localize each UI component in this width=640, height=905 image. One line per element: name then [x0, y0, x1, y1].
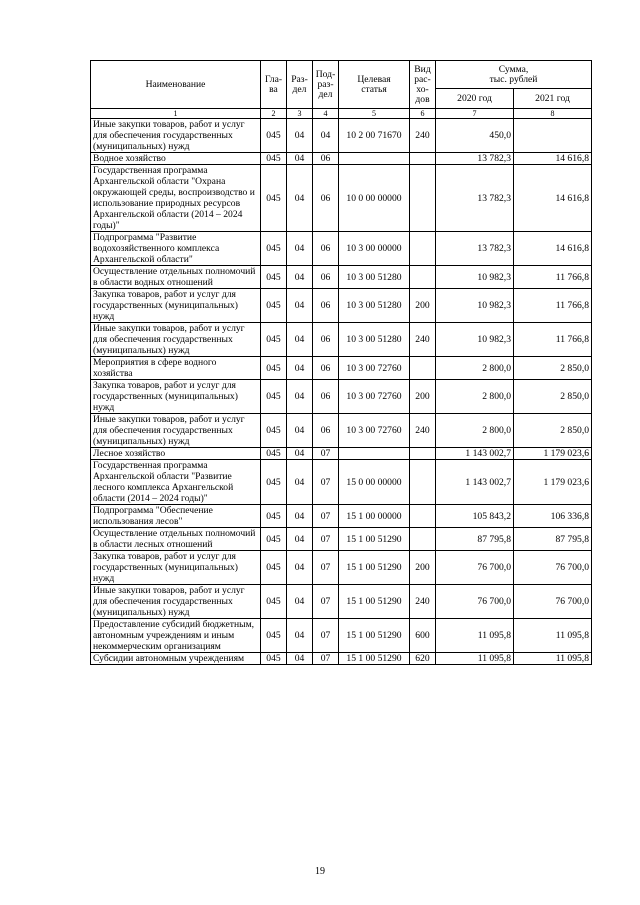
page-number: 19 — [315, 866, 325, 877]
row-vid — [410, 528, 436, 551]
column-number: 6 — [410, 109, 436, 119]
row-vid — [410, 460, 436, 505]
row-sum-2020: 13 782,3 — [436, 232, 514, 266]
row-glava: 045 — [261, 551, 287, 585]
row-podrazdel: 06 — [313, 357, 339, 380]
row-name: Предоставление субсидий бюджетным, автономным учреждениям и иным некоммерческим организациям — [91, 619, 261, 653]
row-podrazdel: 07 — [313, 551, 339, 585]
row-podrazdel: 06 — [313, 165, 339, 232]
row-sum-2021: 14 616,8 — [514, 165, 592, 232]
row-podrazdel: 06 — [313, 323, 339, 357]
row-sum-2020: 11 095,8 — [436, 619, 514, 653]
row-sum-2020: 10 982,3 — [436, 323, 514, 357]
row-target: 10 3 00 72760 — [339, 414, 410, 448]
row-vid — [410, 448, 436, 460]
row-vid: 200 — [410, 289, 436, 323]
row-podrazdel: 07 — [313, 505, 339, 528]
row-glava: 045 — [261, 619, 287, 653]
row-vid: 620 — [410, 653, 436, 665]
row-razdel: 04 — [287, 357, 313, 380]
row-sum-2021: 2 850,0 — [514, 380, 592, 414]
row-sum-2021: 11 766,8 — [514, 323, 592, 357]
row-name: Закупка товаров, работ и услуг для государственных (муниципальных) нужд — [91, 289, 261, 323]
row-sum-2020: 2 800,0 — [436, 380, 514, 414]
row-sum-2020: 76 700,0 — [436, 551, 514, 585]
row-target: 15 1 00 51290 — [339, 551, 410, 585]
row-sum-2020: 450,0 — [436, 119, 514, 153]
header-razdel: Раз- дел — [287, 61, 313, 109]
row-vid: 240 — [410, 585, 436, 619]
row-sum-2021: 11 095,8 — [514, 653, 592, 665]
row-podrazdel: 04 — [313, 119, 339, 153]
row-target: 15 1 00 51290 — [339, 585, 410, 619]
row-name: Подпрограмма "Развитие водохозяйственного комплекса Архангельской области" — [91, 232, 261, 266]
header-2020: 2020 год — [436, 89, 514, 109]
row-name: Мероприятия в сфере водного хозяйства — [91, 357, 261, 380]
row-sum-2020: 13 782,3 — [436, 153, 514, 165]
header-podrazdel: Под- раз- дел — [313, 61, 339, 109]
row-glava: 045 — [261, 119, 287, 153]
row-podrazdel: 06 — [313, 153, 339, 165]
row-glava: 045 — [261, 323, 287, 357]
row-podrazdel: 07 — [313, 528, 339, 551]
row-name: Осуществление отдельных полномочий в области водных отношений — [91, 266, 261, 289]
row-glava: 045 — [261, 653, 287, 665]
row-glava: 045 — [261, 585, 287, 619]
row-glava: 045 — [261, 266, 287, 289]
row-target: 15 0 00 00000 — [339, 460, 410, 505]
table-row — [91, 357, 592, 380]
row-name: Государственная программа Архангельской области "Развитие лесного комплекса Архангельской области (2014 – 2024 годы)" — [91, 460, 261, 505]
header-vid: Вид рас- хо- дов — [410, 61, 436, 109]
header-target: Целевая статья — [339, 61, 410, 109]
row-sum-2021: 2 850,0 — [514, 357, 592, 380]
column-number: 2 — [261, 109, 287, 119]
row-sum-2020: 13 782,3 — [436, 165, 514, 232]
row-razdel: 04 — [287, 619, 313, 653]
row-sum-2021: 1 179 023,6 — [514, 460, 592, 505]
row-vid: 200 — [410, 380, 436, 414]
table-row — [91, 505, 592, 528]
row-razdel: 04 — [287, 289, 313, 323]
row-sum-2021: 76 700,0 — [514, 551, 592, 585]
budget-table — [90, 60, 592, 665]
row-vid: 600 — [410, 619, 436, 653]
row-sum-2021: 76 700,0 — [514, 585, 592, 619]
row-podrazdel: 07 — [313, 653, 339, 665]
row-target: 10 3 00 00000 — [339, 232, 410, 266]
row-razdel: 04 — [287, 551, 313, 585]
row-sum-2021: 11 766,8 — [514, 289, 592, 323]
table-row — [91, 165, 592, 232]
row-glava: 045 — [261, 414, 287, 448]
row-sum-2021: 106 336,8 — [514, 505, 592, 528]
row-razdel: 04 — [287, 585, 313, 619]
row-razdel: 04 — [287, 153, 313, 165]
row-razdel: 04 — [287, 414, 313, 448]
table-row — [91, 460, 592, 505]
row-target: 15 1 00 51290 — [339, 653, 410, 665]
row-glava: 045 — [261, 357, 287, 380]
row-razdel: 04 — [287, 232, 313, 266]
row-sum-2021: 11 095,8 — [514, 619, 592, 653]
table-row — [91, 380, 592, 414]
row-podrazdel: 06 — [313, 266, 339, 289]
row-sum-2020: 105 843,2 — [436, 505, 514, 528]
row-sum-2021: 1 179 023,6 — [514, 448, 592, 460]
row-sum-2021: 14 616,8 — [514, 153, 592, 165]
row-glava: 045 — [261, 232, 287, 266]
row-target — [339, 153, 410, 165]
row-podrazdel: 06 — [313, 232, 339, 266]
row-vid — [410, 165, 436, 232]
row-sum-2021: 2 850,0 — [514, 414, 592, 448]
row-sum-2021: 11 766,8 — [514, 266, 592, 289]
row-glava: 045 — [261, 448, 287, 460]
row-target: 15 1 00 51290 — [339, 619, 410, 653]
row-sum-2020: 1 143 002,7 — [436, 460, 514, 505]
row-razdel: 04 — [287, 165, 313, 232]
row-razdel: 04 — [287, 505, 313, 528]
row-razdel: 04 — [287, 119, 313, 153]
row-razdel: 04 — [287, 528, 313, 551]
row-target: 10 2 00 71670 — [339, 119, 410, 153]
row-vid: 240 — [410, 119, 436, 153]
header-sum: Сумма, тыс. рублей — [436, 61, 592, 89]
row-sum-2020: 2 800,0 — [436, 414, 514, 448]
row-name: Закупка товаров, работ и услуг для государственных (муниципальных) нужд — [91, 551, 261, 585]
table-row — [91, 266, 592, 289]
table-row — [91, 323, 592, 357]
column-number-row — [91, 109, 592, 119]
table-body — [91, 119, 592, 665]
row-razdel: 04 — [287, 323, 313, 357]
row-glava: 045 — [261, 165, 287, 232]
row-razdel: 04 — [287, 653, 313, 665]
row-sum-2020: 87 795,8 — [436, 528, 514, 551]
row-podrazdel: 07 — [313, 460, 339, 505]
row-sum-2021: 14 616,8 — [514, 232, 592, 266]
row-vid: 240 — [410, 414, 436, 448]
row-target: 10 3 00 72760 — [339, 380, 410, 414]
row-sum-2021 — [514, 119, 592, 153]
row-razdel: 04 — [287, 266, 313, 289]
row-vid: 200 — [410, 551, 436, 585]
row-target: 10 3 00 51280 — [339, 266, 410, 289]
table-row — [91, 289, 592, 323]
header-name: Наименование — [91, 61, 261, 109]
row-sum-2020: 10 982,3 — [436, 289, 514, 323]
row-target — [339, 448, 410, 460]
row-podrazdel: 07 — [313, 448, 339, 460]
table-row — [91, 153, 592, 165]
column-number: 8 — [514, 109, 592, 119]
row-name: Подпрограмма "Обеспечение использования лесов" — [91, 505, 261, 528]
row-vid — [410, 232, 436, 266]
row-name: Иные закупки товаров, работ и услуг для обеспечения государственных (муниципальных) нужд — [91, 585, 261, 619]
table-row — [91, 232, 592, 266]
row-sum-2020: 1 143 002,7 — [436, 448, 514, 460]
column-number: 1 — [91, 109, 261, 119]
row-glava: 045 — [261, 380, 287, 414]
column-number: 4 — [313, 109, 339, 119]
row-target: 10 0 00 00000 — [339, 165, 410, 232]
row-podrazdel: 06 — [313, 289, 339, 323]
row-name: Иные закупки товаров, работ и услуг для обеспечения государственных (муниципальных) нужд — [91, 323, 261, 357]
header-2021: 2021 год — [514, 89, 592, 109]
row-name: Государственная программа Архангельской области "Охрана окружающей среды, воспроизводство и использование природных ресурсов Архангельской области (2014 – 2024 годы)" — [91, 165, 261, 232]
column-number: 5 — [339, 109, 410, 119]
row-glava: 045 — [261, 528, 287, 551]
table-row — [91, 119, 592, 153]
header-glava: Гла- ва — [261, 61, 287, 109]
row-podrazdel: 06 — [313, 380, 339, 414]
row-podrazdel: 06 — [313, 414, 339, 448]
table-row — [91, 653, 592, 665]
row-glava: 045 — [261, 289, 287, 323]
row-name: Водное хозяйство — [91, 153, 261, 165]
row-target: 10 3 00 72760 — [339, 357, 410, 380]
row-name: Субсидии автономным учреждениям — [91, 653, 261, 665]
row-sum-2020: 2 800,0 — [436, 357, 514, 380]
row-name: Осуществление отдельных полномочий в области лесных отношений — [91, 528, 261, 551]
column-number: 3 — [287, 109, 313, 119]
row-sum-2020: 10 982,3 — [436, 266, 514, 289]
row-name: Лесное хозяйство — [91, 448, 261, 460]
row-target: 15 1 00 51290 — [339, 528, 410, 551]
row-razdel: 04 — [287, 460, 313, 505]
row-razdel: 04 — [287, 448, 313, 460]
column-number: 7 — [436, 109, 514, 119]
table-row — [91, 528, 592, 551]
table-row — [91, 551, 592, 585]
row-vid — [410, 357, 436, 380]
row-vid — [410, 266, 436, 289]
table-row — [91, 414, 592, 448]
table-row — [91, 585, 592, 619]
row-target: 10 3 00 51280 — [339, 289, 410, 323]
row-target: 10 3 00 51280 — [339, 323, 410, 357]
row-name: Иные закупки товаров, работ и услуг для обеспечения государственных (муниципальных) нужд — [91, 414, 261, 448]
row-sum-2020: 76 700,0 — [436, 585, 514, 619]
table-row — [91, 448, 592, 460]
row-podrazdel: 07 — [313, 585, 339, 619]
row-vid: 240 — [410, 323, 436, 357]
table-row — [91, 619, 592, 653]
row-razdel: 04 — [287, 380, 313, 414]
row-sum-2020: 11 095,8 — [436, 653, 514, 665]
row-name: Иные закупки товаров, работ и услуг для обеспечения государственных (муниципальных) нужд — [91, 119, 261, 153]
row-name: Закупка товаров, работ и услуг для государственных (муниципальных) нужд — [91, 380, 261, 414]
row-glava: 045 — [261, 460, 287, 505]
row-sum-2021: 87 795,8 — [514, 528, 592, 551]
row-glava: 045 — [261, 153, 287, 165]
row-target: 15 1 00 00000 — [339, 505, 410, 528]
row-vid — [410, 505, 436, 528]
row-glava: 045 — [261, 505, 287, 528]
row-podrazdel: 07 — [313, 619, 339, 653]
row-vid — [410, 153, 436, 165]
